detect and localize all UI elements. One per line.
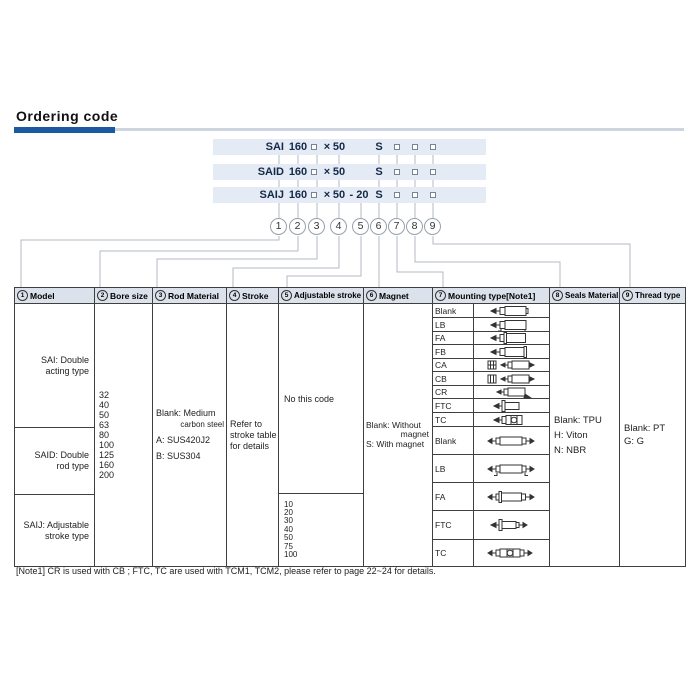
position-circle-8: 8 <box>406 218 423 235</box>
thread-placeholder-box <box>430 144 436 150</box>
position-circle-6: 6 <box>370 218 387 235</box>
adjustable-stroke-value: 75 <box>284 541 293 551</box>
header-label: Model <box>30 290 55 301</box>
header-rod-material <box>153 288 226 303</box>
header-number-badge: 2 <box>97 290 108 301</box>
seals-material-cell: Blank: TPU H: Viton N: NBR <box>554 414 602 456</box>
double-rod-compact-flange-icon <box>474 511 549 539</box>
bore-size-value: 200 <box>99 470 115 480</box>
header-label: Mounting type[Note1] <box>448 290 536 301</box>
mounting-row-ftc-double: FTC <box>432 510 549 539</box>
code-bore: 160 <box>288 141 308 153</box>
rod-material-placeholder-box <box>311 169 317 175</box>
mounting-row-fb: FB <box>432 344 549 358</box>
mounting-row-cb: CB <box>432 371 549 385</box>
adjustable-stroke-none-cell: No this code <box>284 393 335 404</box>
mounting-row-ftc: FTC <box>432 398 549 412</box>
bore-size-value: 50 <box>99 410 110 420</box>
double-rod-foot-icon <box>474 455 549 482</box>
header-model <box>15 288 94 303</box>
header-label: Adjustable stroke <box>294 291 362 300</box>
header-number-badge: 4 <box>229 290 240 301</box>
bore-size-list <box>94 304 152 566</box>
thread-type-cell: Blank: PT G: G <box>624 423 666 447</box>
mounting-placeholder-box <box>394 144 400 150</box>
cylinder-center-trunnion-icon <box>474 413 549 426</box>
adjustable-stroke-value: 40 <box>284 524 293 534</box>
header-magnet <box>364 288 432 303</box>
title-accent-bar <box>14 127 115 133</box>
model-row-sai: SAI: Double acting type <box>40 354 89 376</box>
code-model: SAID <box>257 166 284 178</box>
position-circle-9: 9 <box>424 218 441 235</box>
code-bore: 160 <box>288 189 308 201</box>
stroke-cell: Refer to stroke table for details <box>230 418 277 451</box>
header-mounting-type <box>433 288 549 303</box>
position-circle-3: 3 <box>308 218 325 235</box>
position-circle-2: 2 <box>289 218 306 235</box>
double-rod-center-trunnion-icon <box>474 540 549 566</box>
adjustable-stroke-value: 10 <box>284 499 293 509</box>
mounting-row-ca: CA <box>432 358 549 371</box>
thread-placeholder-box <box>430 192 436 198</box>
bore-size-value: 40 <box>99 400 110 410</box>
bore-size-value: 100 <box>99 440 115 450</box>
code-stroke: 50 <box>332 166 346 178</box>
code-magnet: S <box>375 141 383 153</box>
header-number-badge: 1 <box>17 290 28 301</box>
cylinder-foot-icon <box>474 318 549 331</box>
cylinder-basic-icon <box>474 304 549 317</box>
header-number-badge: 9 <box>622 290 633 301</box>
seals-placeholder-box <box>412 144 418 150</box>
cylinder-compact-flange-icon <box>474 399 549 412</box>
code-multiplier: × <box>323 141 331 153</box>
cylinder-clevis-b-icon <box>474 372 549 385</box>
cylinder-front-flange-icon <box>474 332 549 344</box>
code-model: SAI <box>265 141 284 153</box>
position-circle-1: 1 <box>270 218 287 235</box>
header-adjustable-stroke <box>279 288 363 303</box>
model-row-said: SAID: Double rod type <box>34 450 89 471</box>
rod-material-placeholder-box <box>311 192 317 198</box>
mounting-placeholder-box <box>394 192 400 198</box>
header-number-badge: 6 <box>366 290 377 301</box>
page-title: Ordering code <box>16 108 119 124</box>
header-label: Thread type <box>635 291 681 300</box>
mounting-row-fa-double: FA <box>432 482 549 510</box>
rod-material-cell: Blank: Medium carbon steel A: SUS420J2 B: SUS304 <box>156 408 224 461</box>
header-number-badge: 3 <box>155 290 166 301</box>
header-number-badge: 5 <box>281 290 292 301</box>
mounting-row-blank-double: Blank <box>432 426 549 454</box>
code-stroke: 50 <box>332 189 346 201</box>
mounting-type-rows <box>432 304 549 566</box>
code-stroke: 50 <box>332 141 346 153</box>
code-magnet: S <box>375 189 383 201</box>
header-label: Seals Material <box>565 291 619 300</box>
code-model: SAIJ <box>259 189 284 201</box>
bore-size-value: 125 <box>99 450 115 460</box>
ordering-code-row-said <box>213 164 486 180</box>
cylinder-clevis-a-icon <box>474 359 549 371</box>
ordering-code-row-saij <box>213 187 486 203</box>
header-stroke <box>227 288 278 303</box>
header-label: Stroke <box>242 290 269 301</box>
ordering-code-table <box>14 287 686 567</box>
code-adjustable-stroke: - 20 <box>349 189 369 201</box>
mounting-row-lb-double: LB <box>432 454 549 482</box>
thread-placeholder-box <box>430 169 436 175</box>
code-bore: 160 <box>288 166 308 178</box>
header-bore-size <box>95 288 152 303</box>
seals-placeholder-box <box>412 192 418 198</box>
seals-placeholder-box <box>412 169 418 175</box>
bore-size-value: 63 <box>99 420 110 430</box>
position-circle-4: 4 <box>330 218 347 235</box>
double-rod-flange-icon <box>474 483 549 510</box>
header-number-badge: 8 <box>552 290 563 301</box>
header-label: Bore size <box>110 290 148 301</box>
cylinder-rear-flange-icon <box>474 345 549 358</box>
mounting-row-tc: TC <box>432 412 549 426</box>
code-multiplier: × <box>323 189 331 201</box>
code-multiplier: × <box>323 166 331 178</box>
model-row-saij: SAIJ: Adjustable stroke type <box>23 519 89 541</box>
adjustable-stroke-value: 100 <box>284 550 298 560</box>
bore-size-value: 160 <box>99 460 115 470</box>
adjustable-stroke-values-cell <box>278 494 363 566</box>
header-label: Magnet <box>379 290 409 301</box>
adjustable-stroke-value: 30 <box>284 516 293 526</box>
mounting-row-tc-double: TC <box>432 539 549 566</box>
mounting-row-blank: Blank <box>432 304 549 317</box>
title-rule-line <box>115 128 684 131</box>
rod-material-placeholder-box <box>311 144 317 150</box>
header-seals-material <box>550 288 619 303</box>
header-thread-type <box>620 288 685 303</box>
code-magnet: S <box>375 166 383 178</box>
mounting-placeholder-box <box>394 169 400 175</box>
magnet-cell: Blank: Without magnet S: With magnet <box>366 419 429 449</box>
adjustable-stroke-value: 50 <box>284 533 293 543</box>
adjustable-stroke-value: 20 <box>284 507 293 517</box>
position-circle-7: 7 <box>388 218 405 235</box>
cylinder-pivot-icon <box>474 386 549 398</box>
footnote: [Note1] CR is used with CB ; FTC, TC are used with TCM1, TCM2, please refer to page 22~24 for details. <box>16 566 436 576</box>
bore-size-value: 80 <box>99 430 110 440</box>
mounting-row-fa: FA <box>432 331 549 344</box>
header-label: Rod Material <box>168 290 220 301</box>
mounting-row-lb: LB <box>432 317 549 331</box>
position-circle-5: 5 <box>352 218 369 235</box>
header-number-badge: 7 <box>435 290 446 301</box>
mounting-row-cr: CR <box>432 385 549 398</box>
double-rod-basic-icon <box>474 427 549 454</box>
bore-size-value: 32 <box>99 390 110 400</box>
ordering-code-row-sai <box>213 139 486 155</box>
